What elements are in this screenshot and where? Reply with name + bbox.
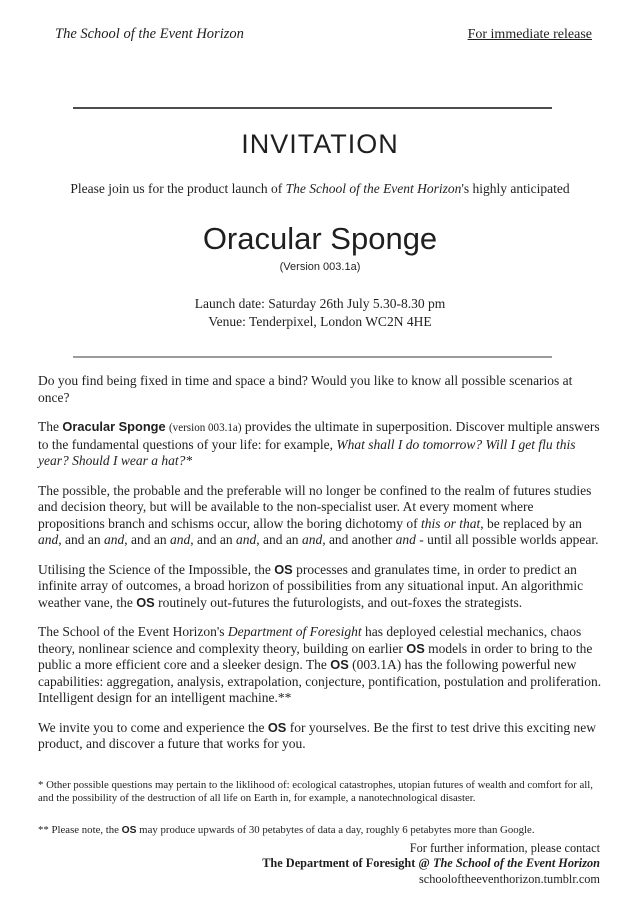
footnote: * Other possible questions may pertain to the liklihood of: ecological catastrophes, utopian futures of wealth and comfort for all, and the possibility of the destruction of all life on Earth in, for example, a nanotechnological disaster. bbox=[38, 778, 593, 804]
venue: Venue: Tenderpixel, London WC2N 4HE bbox=[208, 314, 432, 329]
invitation-heading: INVITATION bbox=[241, 129, 399, 159]
body-paragraph: Do you find being fixed in time and space a bind? Would you like to know all possible scenarios at once? bbox=[38, 373, 573, 405]
invitation-block bbox=[0, 129, 640, 330]
body-paragraph: The School of the Event Horizon's Department of Foresight has deployed celestial mechanics, chaos theory, nonlinear science and complexity theory, building on earlier OS models in order to bring to the public a more efficient core and a sleeker design. The OS (003.1A) has the following powerful new capabilities: aggregation, analysis, extrapolation, conjecture, pontification, postulation and proliferation. Intelligent design for an intelligent machine.** bbox=[38, 624, 602, 705]
body-paragraph: We invite you to come and experience the OS for yourselves. Be the first to test drive this exciting new product, and discover a future that works for you. bbox=[38, 719, 597, 751]
footer-url: schooloftheeventhorizon.tumblr.com bbox=[419, 871, 600, 886]
product-title: Oracular Sponge bbox=[202, 221, 438, 256]
body-paragraph: The possible, the probable and the preferable will no longer be confined to the realm of futures studies and decision theory, but will be available to the non-specialist user. At every moment where propositions branch and schisms occur, allow the boring dichotomy of this or that, be replaced by an and, and an and, and an and, and an and, and an and, and another and - until all possible worlds appear. bbox=[38, 482, 599, 547]
org-name: The School of the Event Horizon bbox=[55, 26, 244, 42]
launch-date: Launch date: Saturday 26th July 5.30-8.30 pm bbox=[194, 296, 446, 311]
divider-rule-top bbox=[73, 107, 552, 109]
footer-contact-line: For further information, please contact bbox=[409, 840, 600, 855]
footnotes bbox=[0, 766, 640, 837]
intro-line: Please join us for the product launch of The School of the Event Horizon's highly anticipated bbox=[70, 181, 570, 196]
footer-department-line: The Department of Foresight @ The School of the Event Horizon bbox=[262, 856, 600, 870]
body-paragraph: Utilising the Science of the Impossible, the OS processes and granulates time, in order to predict an infinite array of outcomes, a broad horizon of possibilities from any situational input. An algorithmic weather vane, the OS routinely out-futures the futurologists, and out-foxes the strategists. bbox=[38, 561, 584, 610]
masthead bbox=[0, 0, 640, 43]
release-note: For immediate release bbox=[467, 27, 592, 42]
body-copy bbox=[0, 358, 640, 753]
body-paragraph: The Oracular Sponge (version 003.1a) provides the ultimate in superposition. Discover multiple answers to the fundamental questions of your life: for example, What shall I do tomorrow? Will I get flu this year? Should I wear a hat?* bbox=[38, 419, 600, 468]
footnote: ** Please note, the OS may produce upwards of 30 petabytes of data a day, roughly 6 petabytes more than Google. bbox=[38, 823, 535, 836]
page-footer bbox=[262, 841, 600, 888]
product-version: (Version 003.1a) bbox=[279, 261, 361, 273]
